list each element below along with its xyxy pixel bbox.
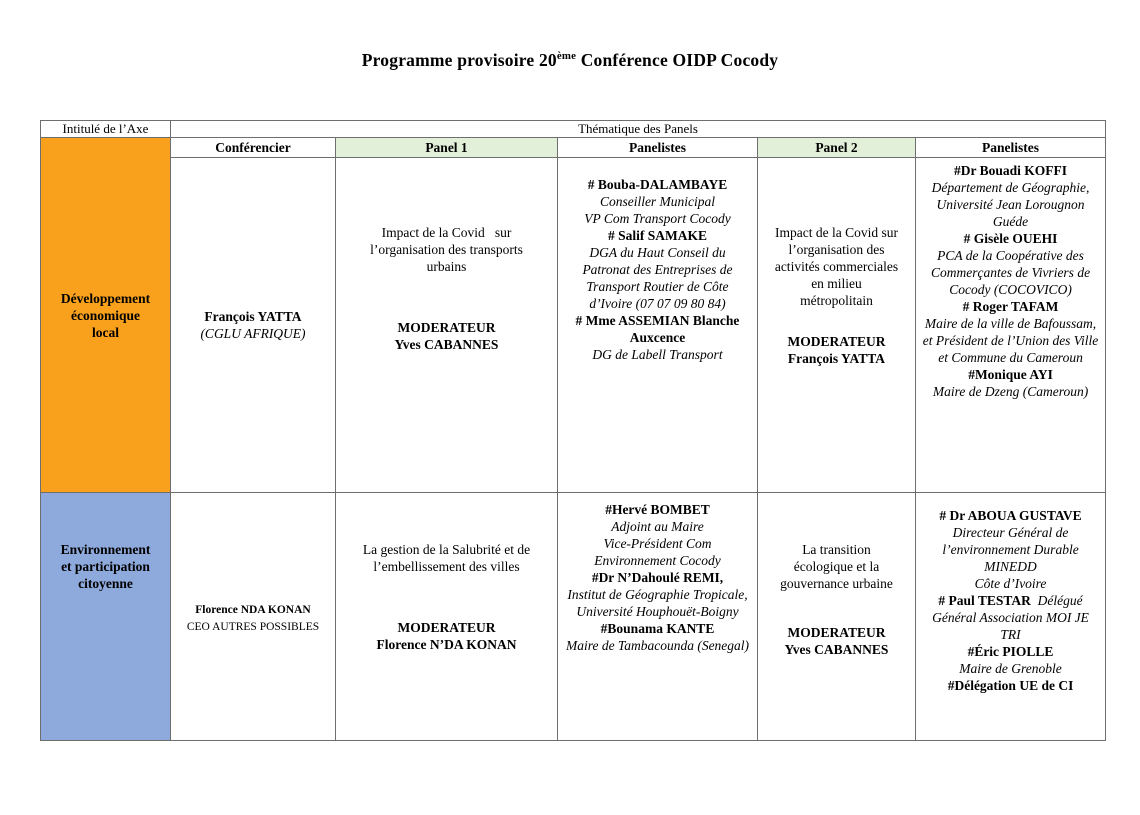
panelists1-cell-row1: # Bouba-DALAMBAYE Conseiller Municipal VP Com Transport Cocody # Salif SAMAKE DGA du Haut Conseil du Patronat des Entreprises de Transport Routier de Côte d’Ivoire (07 07 09 80 84) # Mme ASSEMIAN Blanche Auxcence DG de Labell Transport [558,158,758,493]
moderator-label: MODERATEUR [787,625,886,640]
spacer [764,309,909,333]
moderator-name: Yves CABANNES [394,337,499,352]
conferencier-cell-row1: François YATTA (CGLU AFRIQUE) [171,158,336,493]
panelists2-cell-row2: # Dr ABOUA GUSTAVE Directeur Général de l’environnement Durable MINEDD Côte d’Ivoire # Paul TESTAR Délégué Général Association MOI JE TRI #Éric PIOLLE Maire de Grenoble #Délégation UE de CI [916,493,1106,741]
conferencier-cell-row2: Florence NDA KONAN CEO AUTRES POSSIBLES [171,493,336,741]
panelistes1-header-cell: Panelistes [558,138,758,158]
axis-cell-environnement-participation-citoyenne: Environnement et participation citoyenne [41,493,171,741]
conferencier-header-cell: Conférencier [171,138,336,158]
program-table [40,120,1106,741]
panel2-cell-row1 [758,158,916,493]
title-superscript: ème [556,50,577,63]
moderator-name: Florence N’DA KONAN [376,637,517,652]
axis-cell-developpement-economique-local: Développement économique local [41,138,171,493]
title-prefix: Programme provisoire 20 [361,50,557,70]
moderator-name: François YATTA [787,351,886,366]
thematic-header-cell: Thématique des Panels [171,121,1106,138]
panel1-cell-row2 [336,493,558,741]
panelistes2-header-cell: Panelistes [916,138,1106,158]
document-title [0,50,1140,71]
panel2-topic-row1: Impact de la Covid sur l’organisation des activités commerciales en milieu métropolitain [774,225,899,308]
title-suffix: Conférence OIDP Cocody [576,50,779,70]
moderator-name: Yves CABANNES [784,642,889,657]
spacer [342,575,551,619]
panel2-topic-row2: La transition écologique et la gouvernance urbaine [780,542,893,591]
moderator-label: MODERATEUR [787,334,886,349]
spacer [764,592,909,624]
panel1-topic-row2: La gestion de la Salubrité et de l’embellissement des villes [362,542,531,574]
moderator-label: MODERATEUR [397,620,496,635]
panel2-header-cell: Panel 2 [758,138,916,158]
panel1-header-cell: Panel 1 [336,138,558,158]
panelists2-cell-row1: #Dr Bouadi KOFFI Département de Géographie, Université Jean Lorougnon Guéde # Gisèle OUEHI PCA de la Coopérative des Commerçantes de Vivriers de Cocody (COCOVICO) # Roger TAFAM Maire de la ville de Bafoussam, et Président de l’Union des Ville et Commune du Cameroun #Monique AYI Maire de Dzeng (Cameroun) [916,158,1106,493]
panel2-cell-row2 [758,493,916,741]
panelists1-cell-row2: #Hervé BOMBET Adjoint au Maire Vice-Président Com Environnement Cocody #Dr N’Dahoulé REMI, Institut de Géographie Tropicale, Université Houphouët-Boigny #Bounama KANTE Maire de Tambacounda (Senegal) [558,493,758,741]
axis-header-cell: Intitulé de l’Axe [41,121,171,138]
panel1-topic-row1: Impact de la Covid sur l’organisation des transports urbains [370,225,523,274]
moderator-label: MODERATEUR [397,320,496,335]
panel1-cell-row1 [336,158,558,493]
spacer [342,275,551,319]
